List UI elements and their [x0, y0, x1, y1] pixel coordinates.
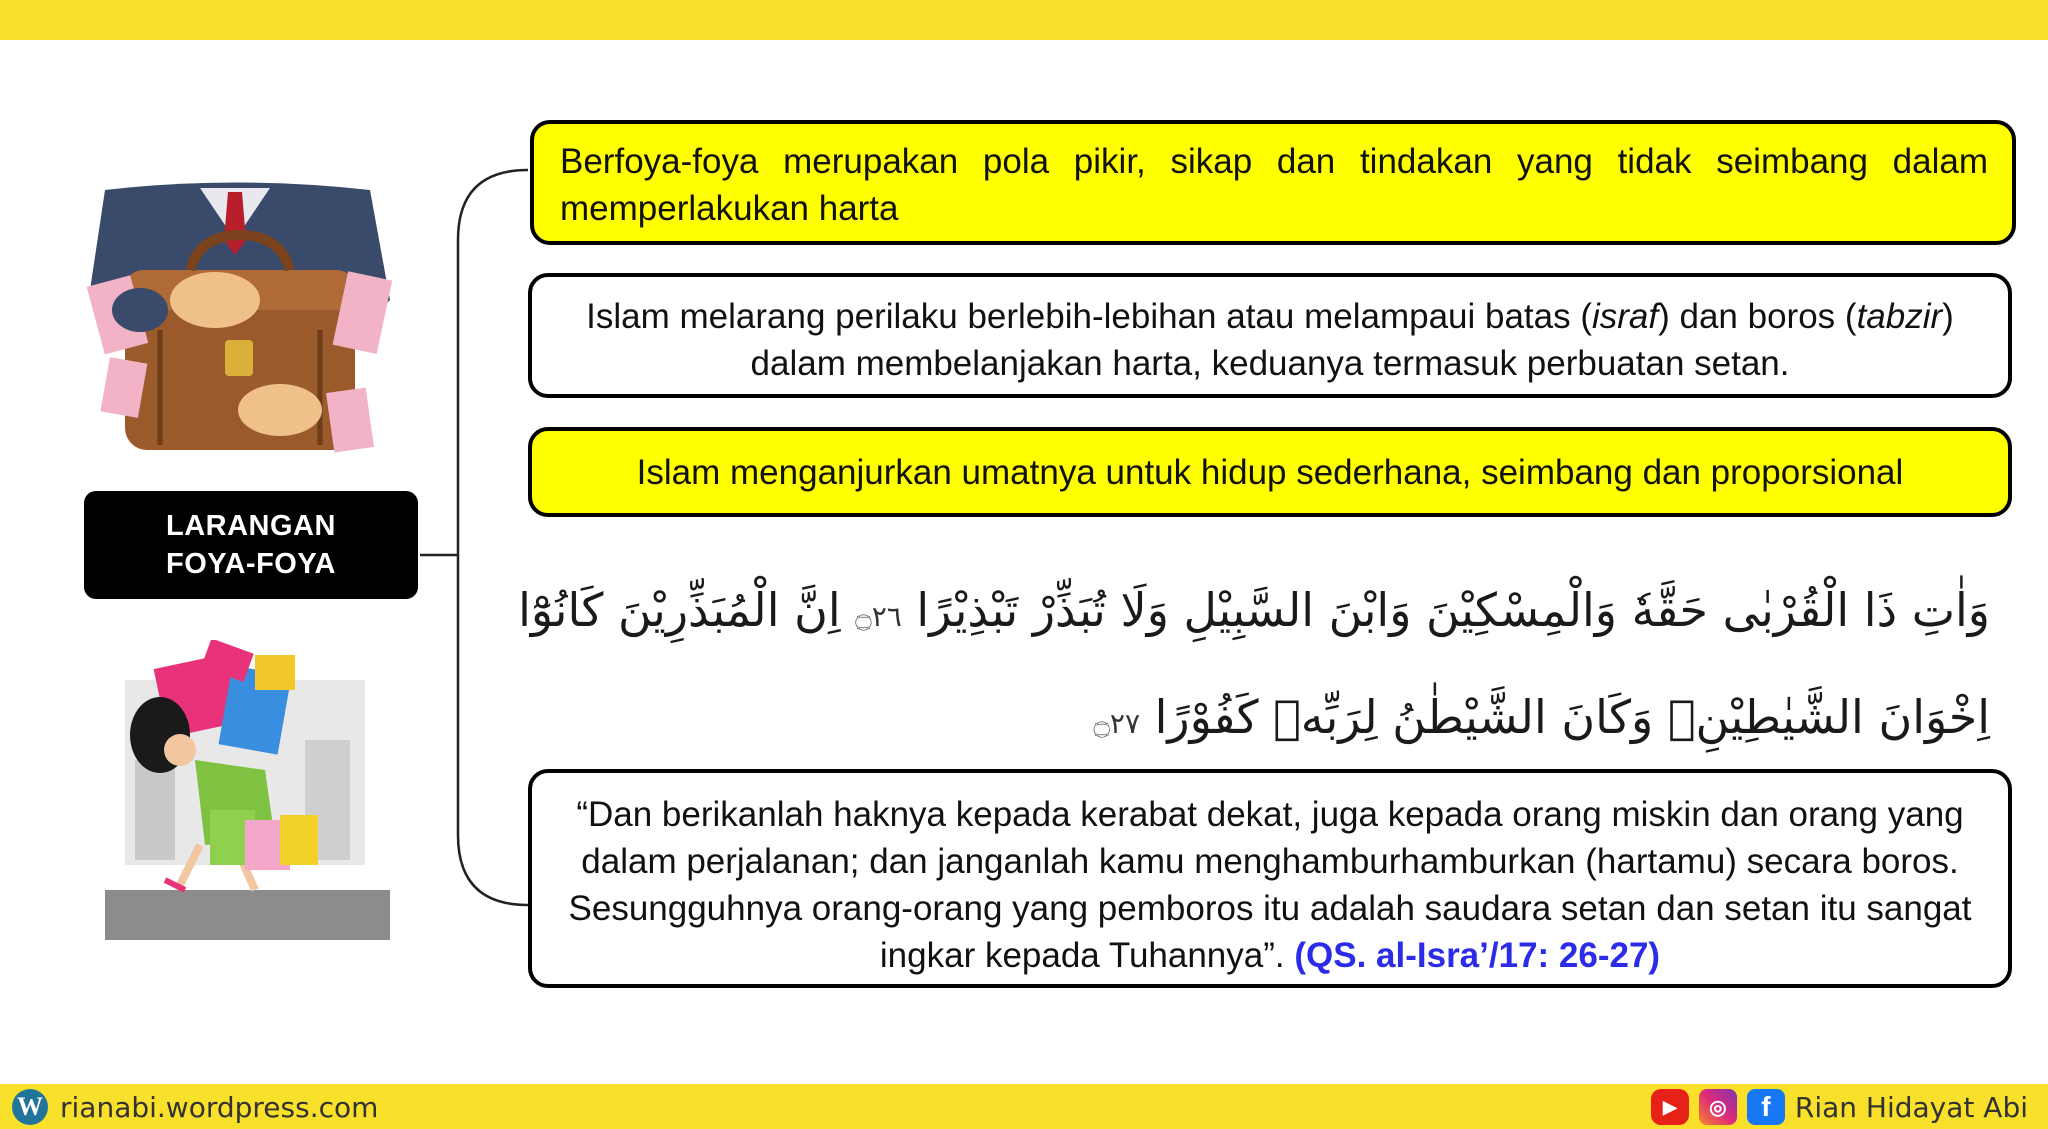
verse-line-2: [540, 667, 1990, 774]
prohibition-text-part1: Islam melarang perilaku berlebih-lebihan atau melampaui batas (: [586, 297, 1592, 336]
shopping-woman-illustration: [105, 640, 390, 940]
israf-term: israf: [1592, 297, 1659, 336]
verse-line-1: [518, 560, 1990, 667]
top-bar: [0, 0, 2048, 40]
recommendation-text: Islam menganjurkan umatnya untuk hidup sederhana, seimbang dan proporsional: [636, 452, 1904, 492]
youtube-icon[interactable]: ▶: [1651, 1089, 1689, 1125]
tabzir-term: tabzir: [1856, 297, 1943, 336]
facebook-icon[interactable]: f: [1747, 1089, 1785, 1125]
prohibition-box: [528, 273, 2012, 398]
topic-title-line1: LARANGAN: [166, 510, 336, 542]
verse-27-start: اِنَّ الْمُبَذِّرِيْنَ كَانُوْٓا: [518, 583, 841, 637]
verse-26-text: وَاٰتِ ذَا الْقُرْبٰى حَقَّهٗ وَالْمِسْكِيْنَ وَابْنَ السَّبِيْلِ وَلَا تُبَذِّرْ تَبْذِيْرًا: [916, 583, 1990, 637]
translation-text: “Dan berikanlah haknya kepada kerabat dekat, juga kepada orang miskin dan orang yang dalam perjalanan; dan janganlah kamu menghamburhamburkan (hartamu) secara boros. Sesungguhnya orang-orang yang pemboros itu adalah saudara setan dan setan itu sangat ingkar kepada Tuhannya”.: [568, 795, 1972, 975]
verse-reference: (QS. al-Isra’/17: 26-27): [1294, 936, 1661, 975]
ayah-27-marker: ۝٢٧: [1093, 707, 1140, 740]
definition-text: Berfoya-foya merupakan pola pikir, sikap dan tindakan yang tidak seimbang dalam memperlakukan harta: [560, 142, 1988, 228]
author-name: Rian Hidayat Abi: [1794, 1090, 2028, 1124]
ayah-26-marker: ۝٢٦: [855, 600, 902, 633]
footer-website[interactable]: [12, 1088, 378, 1126]
quran-verse-arabic: [518, 560, 1990, 760]
briefcase-money-illustration: [50, 180, 420, 460]
definition-box: [530, 120, 2016, 245]
topic-title-line2: FOYA-FOYA: [166, 548, 336, 580]
footer-social: [1651, 1088, 2028, 1126]
website-link[interactable]: rianabi.wordpress.com: [60, 1090, 379, 1124]
prohibition-text-part3: ) dalam membelanjakan harta, keduanya termasuk perbuatan setan.: [750, 297, 1954, 383]
verse-27-text: اِخْوَانَ الشَّيٰطِيْنِۗ وَكَانَ الشَّيْطٰنُ لِرَبِّهٖ كَفُوْرًا: [1154, 690, 1990, 744]
wordpress-icon: W: [12, 1089, 48, 1125]
translation-box: [528, 769, 2012, 988]
instagram-icon[interactable]: ◎: [1699, 1089, 1737, 1125]
recommendation-box: [528, 427, 2012, 517]
topic-title: [84, 491, 418, 599]
prohibition-text-part2: ) dan boros (: [1658, 297, 1857, 336]
